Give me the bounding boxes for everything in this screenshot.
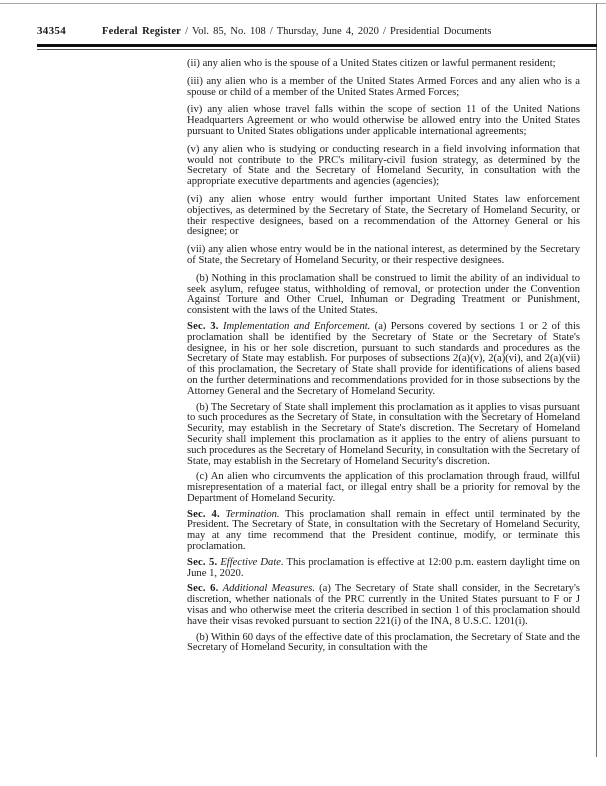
section-title: Effective Date.	[220, 556, 284, 568]
body-paragraph: (vii) any alien whose entry would be in the national interest, as determined by the Secretary of State, the Secretary of Homeland Security, or their respective designees.	[187, 244, 580, 266]
section-title: Additional Measures.	[222, 583, 315, 595]
body-paragraph: (b) Nothing in this proclamation shall be construed to limit the ability of an individual to seek asylum, refugee status, withholding of removal, or protection under the Convention Against Torture and Other Cruel, Inhuman or Degrading Treatment or Punishment, consistent with the laws of the United States.	[187, 272, 580, 317]
body-paragraph: (b) The Secretary of State shall implement this proclamation as it applies to visas pursuant to such procedures as the Secretary of State, in consultation with the Secretary of Homeland Security, may establish in the Secretary of State's discretion. The Secretary of Homeland Security shall implement this proclamation as it applies to the entry of aliens pursuant to such procedures as the Secretary of Homeland Security, in consultation with the Secretary of State, may establish in the Secretary of Homeland Security's discretion.	[187, 401, 580, 467]
body-paragraph: (c) An alien who circumvents the application of this proclamation through fraud, willful misrepresentation of a material fact, or illegal entry shall be a priority for removal by the Department of Homeland Security.	[187, 471, 580, 504]
header-rule-thick	[37, 44, 597, 47]
section-label: Sec. 6.	[187, 583, 219, 595]
issue-info: / Vol. 85, No. 108 / Thursday, June 4, 2020 / Presidential Documents	[185, 26, 492, 37]
page-number: 34354	[37, 25, 66, 37]
body-paragraph: (iv) any alien whose travel falls within the scope of section 11 of the United Nations Headquarters Agreement or who would otherwise be allowed entry into the United States pursuant to United States obligations under applicable international agreements;	[187, 104, 580, 137]
section-label: Sec. 5.	[187, 556, 218, 568]
section-paragraph: Sec. 5. Effective Date. This proclamation is effective at 12:00 p.m. eastern daylight time on June 1, 2020.	[187, 556, 580, 579]
body-paragraph: (iii) any alien who is a member of the United States Armed Forces and any alien who is a spouse or child of a member of the United States Armed Forces;	[187, 75, 580, 98]
body-paragraph: (v) any alien who is studying or conducting research in a field involving information that would not contribute to the PRC's military-civil fusion strategy, as determined by the Secretary of State and the Secretary of Homeland Security, in consultation with the appropriate executive departments and agencies (agencies);	[187, 143, 580, 188]
section-label: Sec. 4.	[187, 508, 220, 520]
scan-edge-top	[0, 3, 606, 4]
page-inner	[37, 25, 597, 654]
section-title: Implementation and Enforcement.	[222, 320, 371, 332]
body-paragraph: (b) Within 60 days of the effective date of this proclamation, the Secretary of State and the Secretary of Homeland Security, in consultation with the	[187, 631, 580, 654]
document-body	[187, 59, 580, 654]
publication-name: Federal Register	[102, 26, 182, 37]
section-paragraph: Sec. 4. Termination. This proclamation shall remain in effect until terminated by the President. The Secretary of State, in consultation with the Secretary of Homeland Security, may at any time recommend that the President continue, modify, or terminate this proclamation.	[187, 508, 580, 553]
section-paragraph: Sec. 3. Implementation and Enforcement. (a) Persons covered by sections 1 or 2 of this proclamation shall be identified by the Secretary of State or the Secretary of State's designee, in his or her sole discretion, pursuant to such standards and procedures as the Secretary of State may establish. For purposes of subsections 2(a)(v), 2(a)(vi), and 2(a)(vii) of this proclamation, the Secretary of State shall provide for identifications of aliens based on the further determinations and recommendations provided for in those subsections by the Attorney General and the Secretary of Homeland Security.	[187, 320, 581, 397]
body-paragraph: (ii) any alien who is the spouse of a United States citizen or lawful permanent resident;	[187, 58, 556, 69]
body-paragraph: (vi) any alien whose entry would further important United States law enforcement objectives, as determined by the Secretary of State, the Secretary of Homeland Security, or their respective designees, based on a recommendation of the Attorney General or his designee; or	[187, 193, 580, 238]
page-header	[37, 25, 597, 38]
header-rule-thin	[37, 49, 597, 50]
section-paragraph: Sec. 6. Additional Measures. (a) The Secretary of State shall consider, in the Secretary's discretion, whether nationals of the PRC currently in the United States pursuant to F or J visas and who otherwise meet the criteria described in section 1 of this proclamation should have their visas revoked pursuant to section 221(i) of the INA, 8 U.S.C. 1201(i).	[187, 583, 580, 627]
header-title	[102, 26, 492, 38]
section-title: Termination.	[225, 508, 280, 520]
section-label: Sec. 3.	[187, 320, 219, 332]
